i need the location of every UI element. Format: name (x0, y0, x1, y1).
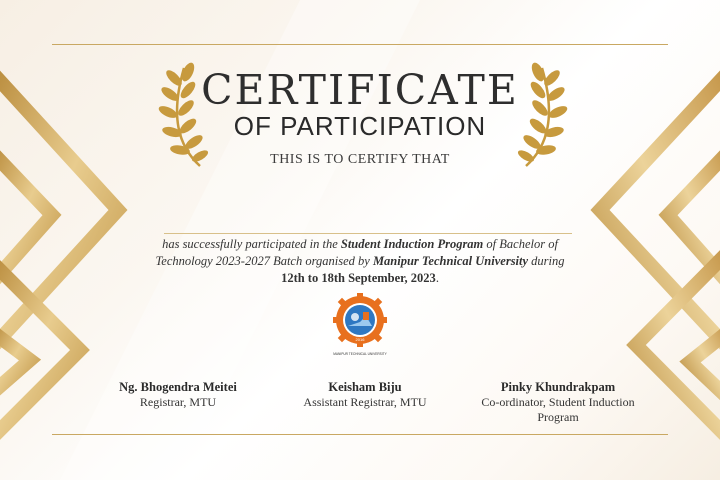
name-line (164, 233, 572, 234)
body-text-1: has successfully participated in the (162, 237, 341, 251)
signatory-name: Pinky Khundrakpam (500, 380, 616, 394)
signatory-registrar (98, 380, 258, 410)
signatory-role: Assistant Registrar, MTU (303, 395, 427, 409)
program-name: Student Induction Program (340, 237, 484, 251)
university-name: Manipur Technical University (372, 254, 529, 268)
body-text-4: . (435, 271, 439, 285)
university-logo (330, 292, 390, 358)
certificate-title: CERTIFICATE (201, 66, 519, 114)
body-text-3: during (528, 254, 565, 268)
signatory-role: Registrar, MTU (139, 395, 217, 409)
top-rule (52, 44, 668, 45)
signatory-role: Co-ordinator, Student Induction Program (481, 395, 635, 424)
certificate-subtitle: OF PARTICIPATION (233, 111, 487, 141)
logo-year: 2016 (355, 337, 365, 342)
signatory-name: Ng. Bhogendra Meitei (119, 380, 237, 394)
certificate-body (150, 236, 570, 287)
logo-caption: MANIPUR TECHNICAL UNIVERSITY (333, 352, 387, 356)
signatory-assistant-registrar (290, 380, 440, 410)
bottom-rule (52, 434, 668, 435)
signatory-name: Keisham Biju (328, 380, 402, 394)
body-text-2: of Bachelor of Technology 2023-2027 Batch organised by (155, 237, 558, 268)
event-dates: 12th to 18th September, 2023 (281, 271, 436, 285)
signatory-coordinator (478, 380, 638, 425)
certify-line: THIS IS TO CERTIFY THAT (270, 152, 450, 167)
